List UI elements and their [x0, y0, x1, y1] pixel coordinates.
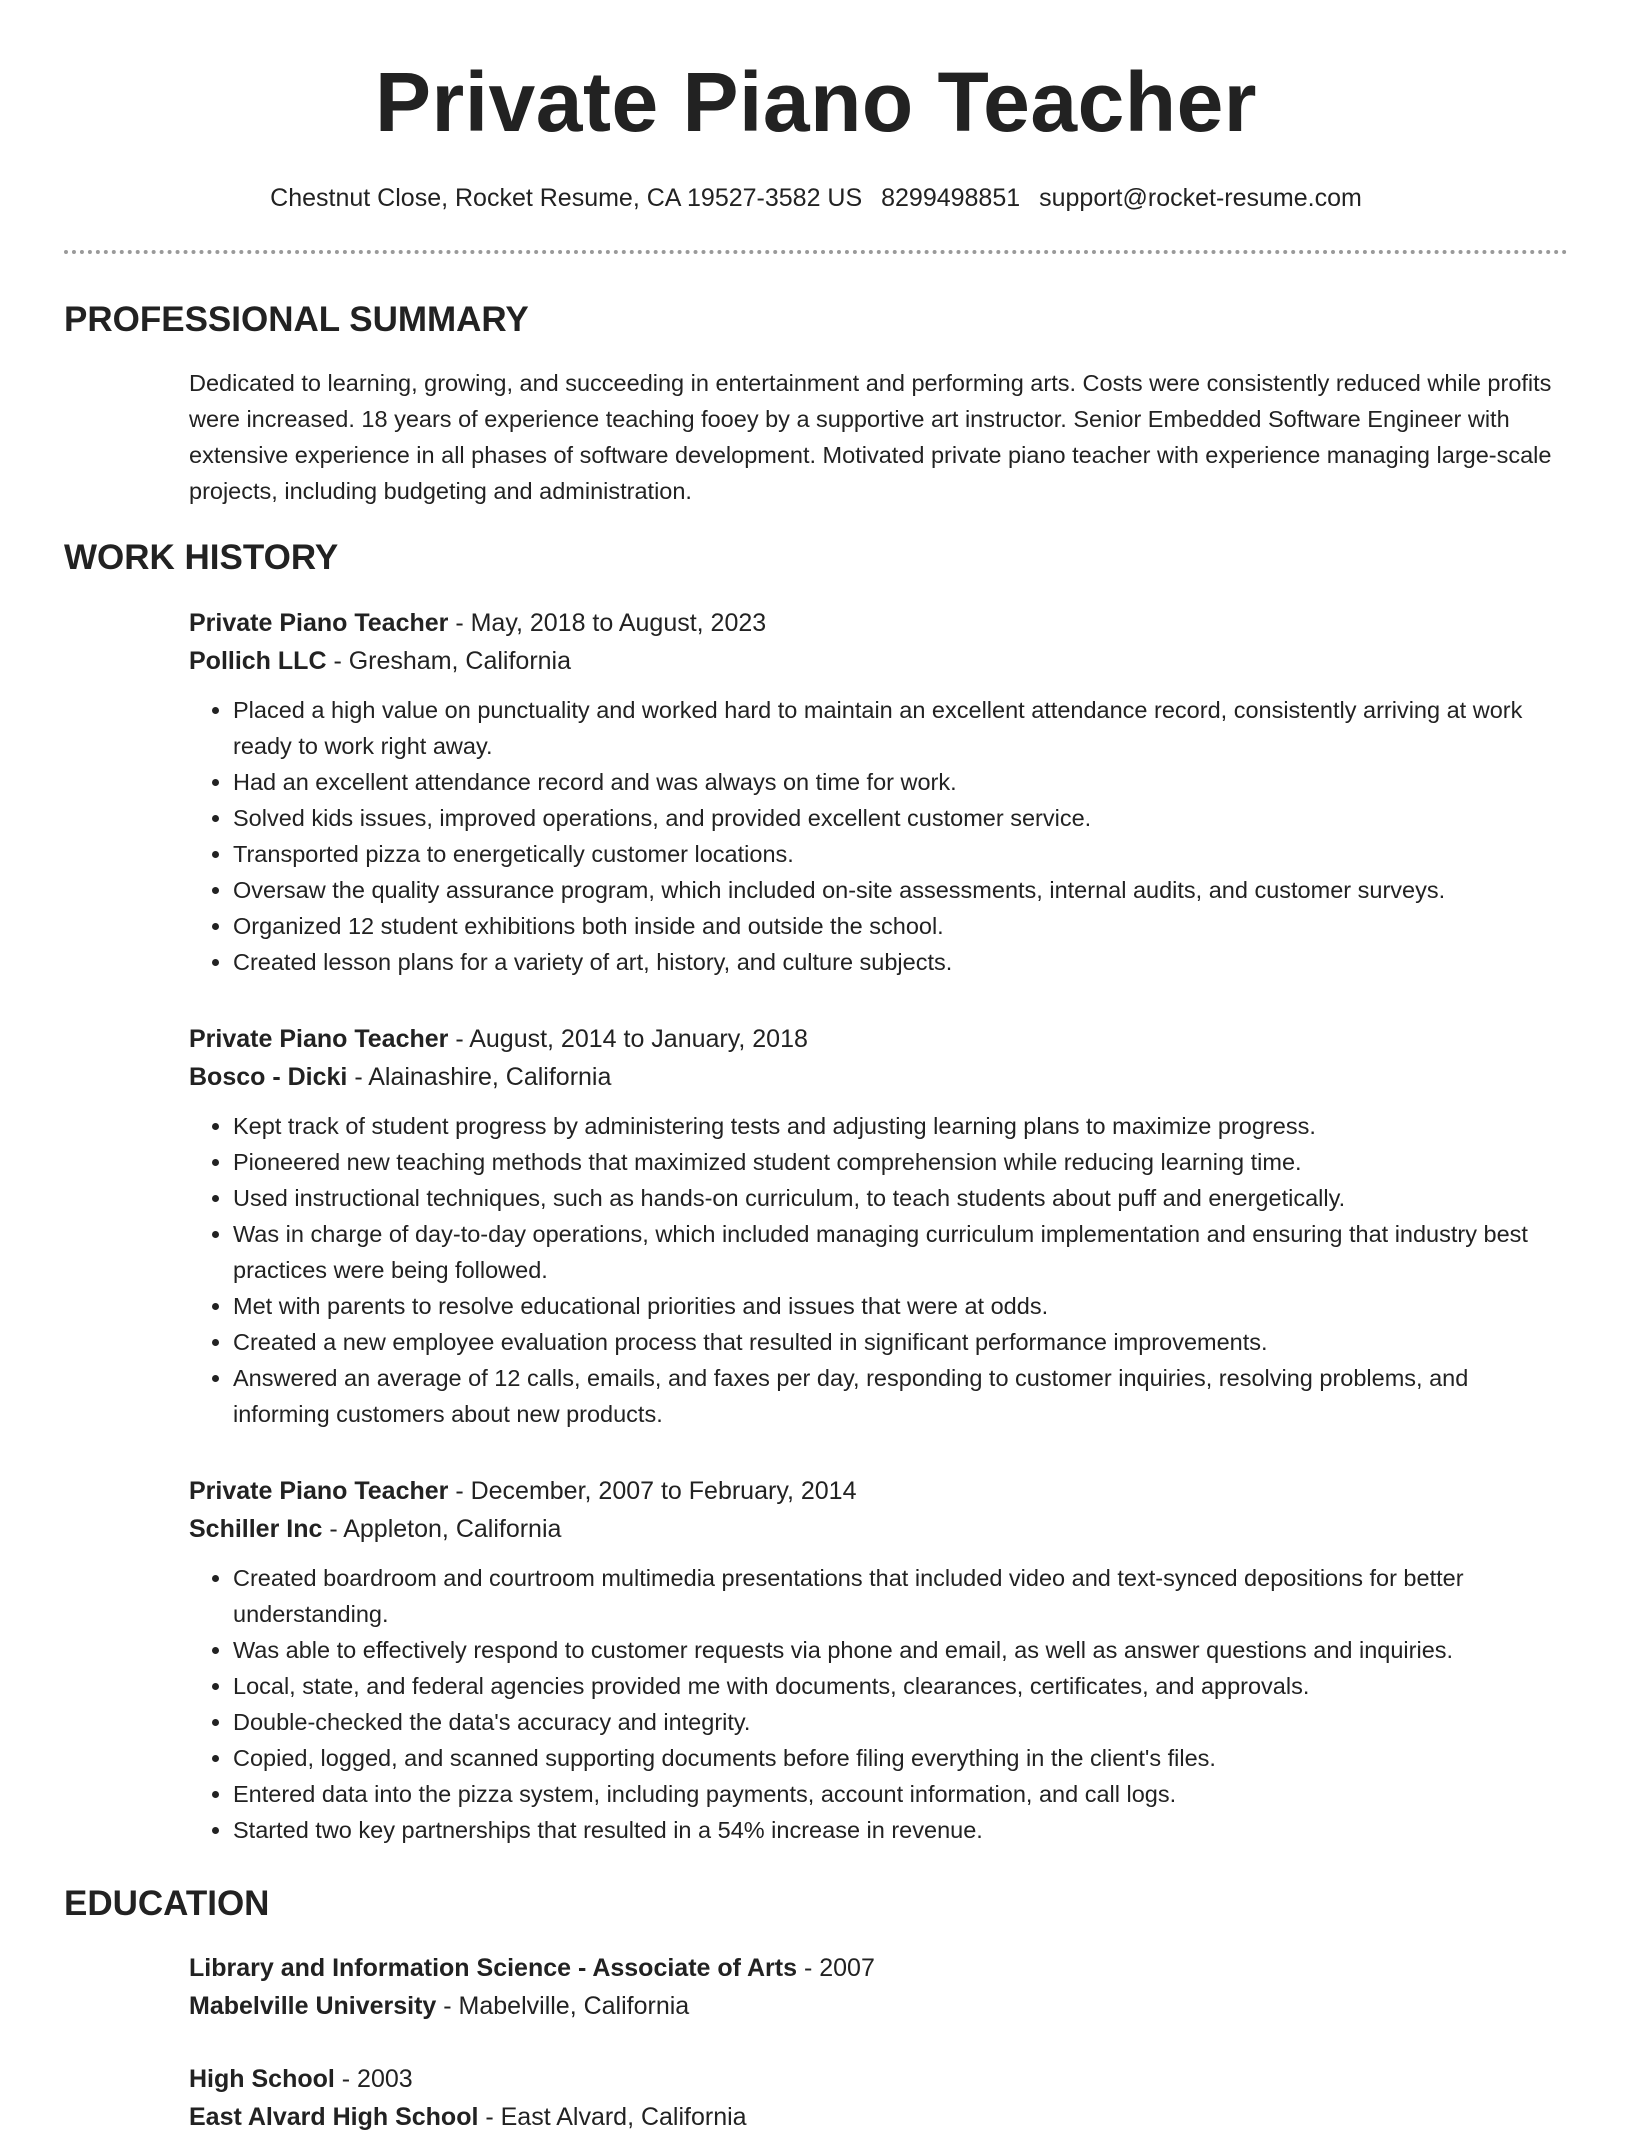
list-item: • Transported pizza to energetically customer locations. [233, 836, 1569, 872]
list-item: • Double-checked the data's accuracy and integrity. [233, 1704, 1569, 1740]
job-entry [189, 1020, 1569, 1432]
education-year: - 2003 [334, 2065, 413, 2093]
job-company: Bosco - Dicki [189, 1063, 348, 1091]
education-year: - 2007 [797, 1954, 875, 1982]
list-item: • Was in charge of day-to-day operations, which included managing curriculum implementation and ensuring that industry best practices were being followed. [233, 1216, 1569, 1288]
job-dates: - August, 2014 to January, 2018 [448, 1025, 808, 1053]
education-heading: EDUCATION [64, 1884, 270, 1923]
contact-phone: 8299498851 [881, 184, 1021, 212]
job-company: Schiller Inc [189, 1515, 323, 1543]
education-location: - Mabelville, California [436, 1992, 690, 2020]
job-location: - Gresham, California [326, 647, 572, 675]
header-divider [64, 250, 1568, 254]
list-item: • Used instructional techniques, such as hands-on curriculum, to teach students about puff and energetically. [233, 1180, 1569, 1216]
education-degree: Library and Information Science - Associate of Arts [189, 1954, 798, 1982]
list-item: • Started two key partnerships that resulted in a 54% increase in revenue. [233, 1812, 1569, 1848]
education-degree-line [189, 2060, 1569, 2098]
list-item: • Pioneered new teaching methods that maximized student comprehension while reducing learning time. [233, 1144, 1569, 1180]
list-item: • Was able to effectively respond to customer requests via phone and email, as well as answer questions and inquiries. [233, 1632, 1569, 1668]
education-degree: High School [189, 2065, 335, 2093]
job-title-line [189, 1472, 1569, 1510]
work-history-heading: WORK HISTORY [64, 538, 339, 577]
list-item: • Answered an average of 12 calls, emails, and faxes per day, responding to customer inquiries, resolving problems, and informing customers about new products. [233, 1360, 1569, 1432]
contact-line [0, 181, 1632, 215]
education-location: - East Alvard, California [478, 2103, 747, 2131]
job-bullets [189, 692, 1569, 980]
job-title-line [189, 604, 1569, 642]
list-item: • Created a new employee evaluation process that resulted in significant performance improvements. [233, 1324, 1569, 1360]
job-entry [189, 1472, 1569, 1848]
list-item: • Organized 12 student exhibitions both inside and outside the school. [233, 908, 1569, 944]
education-school: Mabelville University [189, 1992, 437, 2020]
list-item: • Created lesson plans for a variety of art, history, and culture subjects. [233, 944, 1569, 980]
list-item: • Copied, logged, and scanned supporting documents before filing everything in the client's files. [233, 1740, 1569, 1776]
education-degree-line [189, 1949, 1569, 1987]
job-company-line [189, 1058, 1569, 1096]
candidate-name: Private Piano Teacher [375, 55, 1257, 149]
job-dates: - December, 2007 to February, 2014 [448, 1477, 857, 1505]
job-title: Private Piano Teacher [189, 1025, 449, 1053]
education-entry [189, 2060, 1569, 2136]
job-title-line [189, 1020, 1569, 1058]
list-item: • Placed a high value on punctuality and worked hard to maintain an excellent attendance record, consistently arriving at work ready to work right away. [233, 692, 1569, 764]
list-item: • Local, state, and federal agencies provided me with documents, clearances, certificates, and approvals. [233, 1668, 1569, 1704]
contact-address: Chestnut Close, Rocket Resume, CA 19527-3582 US [270, 184, 863, 212]
job-title: Private Piano Teacher [189, 1477, 449, 1505]
list-item: • Kept track of student progress by administering tests and adjusting learning plans to maximize progress. [233, 1108, 1569, 1144]
job-company-line [189, 642, 1569, 680]
list-item: • Oversaw the quality assurance program, which included on-site assessments, internal audits, and customer surveys. [233, 872, 1569, 908]
list-item: • Solved kids issues, improved operations, and provided excellent customer service. [233, 800, 1569, 836]
education-school-line [189, 2098, 1569, 2136]
education-school: East Alvard High School [189, 2103, 479, 2131]
education-entry [189, 1949, 1569, 2025]
list-item: • Entered data into the pizza system, including payments, account information, and call logs. [233, 1776, 1569, 1812]
list-item: • Had an excellent attendance record and was always on time for work. [233, 764, 1569, 800]
job-company: Pollich LLC [189, 647, 327, 675]
job-dates: - May, 2018 to August, 2023 [448, 609, 767, 637]
contact-email: support@rocket-resume.com [1039, 184, 1362, 212]
job-company-line [189, 1510, 1569, 1548]
job-bullets [189, 1108, 1569, 1432]
list-item: • Met with parents to resolve educational priorities and issues that were at odds. [233, 1288, 1569, 1324]
job-title: Private Piano Teacher [189, 609, 449, 637]
job-location: - Appleton, California [322, 1515, 562, 1543]
summary-heading: PROFESSIONAL SUMMARY [64, 300, 529, 339]
job-bullets [189, 1560, 1569, 1848]
job-location: - Alainashire, California [347, 1063, 612, 1091]
job-entry [189, 604, 1569, 980]
summary-text: Dedicated to learning, growing, and succeeding in entertainment and performing arts. Costs were consistently reduced while profits were increased. 18 years of experience teaching fooey by a supportive art instructor. Senior Embedded Software Engineer with extensive experience in all phases of software development. Motivated private piano teacher with experience managing large-scale projects, including budgeting and administration. [189, 370, 1552, 504]
education-school-line [189, 1987, 1569, 2025]
list-item: • Created boardroom and courtroom multimedia presentations that included video and text-synced depositions for better understanding. [233, 1560, 1569, 1632]
